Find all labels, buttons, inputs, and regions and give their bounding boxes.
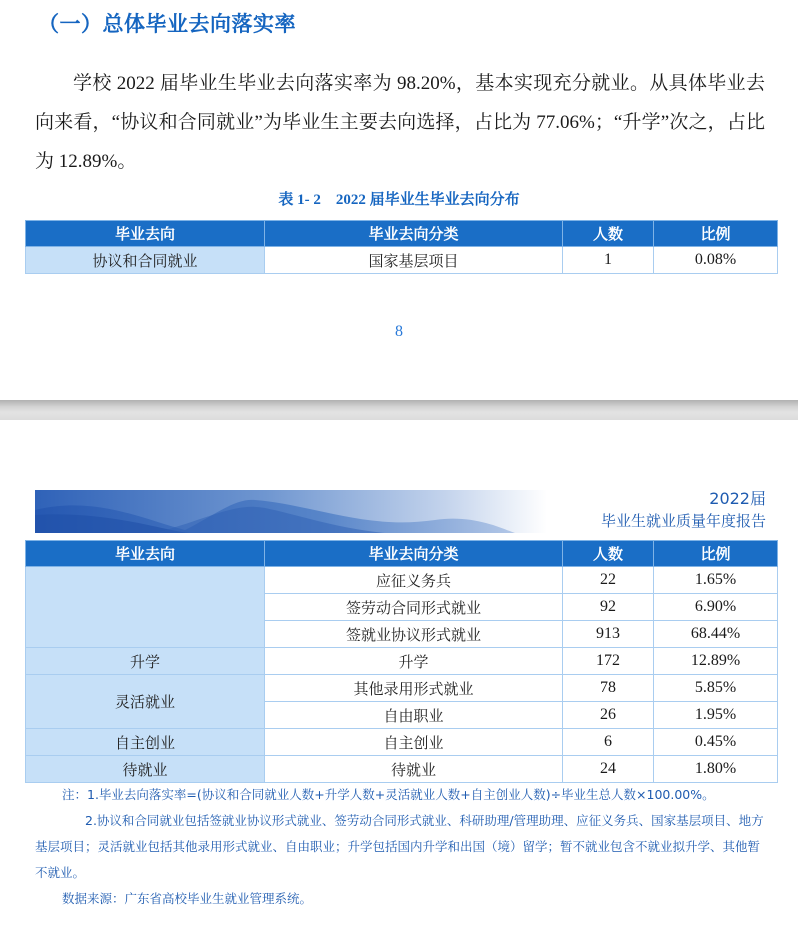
page-number: 8 [395,323,403,340]
category-cell [26,567,265,648]
destination-table-page2 [25,540,778,783]
header-subcategory: 毕业去向分类 [265,541,563,567]
report-banner-title [601,488,766,532]
destination-table-page1 [25,220,778,274]
data-source-note: 数据来源：广东省高校毕业生就业管理系统。 [62,891,313,906]
count-cell: 1 [563,247,654,274]
ratio-cell: 6.90% [654,594,778,621]
header-destination: 毕业去向 [26,541,265,567]
count-cell: 92 [563,594,654,621]
subcategory-cell: 应征义务兵 [265,567,563,594]
header-destination: 毕业去向 [26,221,265,247]
count-cell: 913 [563,621,654,648]
ratio-cell: 12.89% [654,648,778,675]
table-row [26,729,778,756]
table-row [26,756,778,783]
category-cell: 升学 [26,648,265,675]
section-title: （一）总体毕业去向落实率 [38,12,296,36]
ratio-cell: 5.85% [654,675,778,702]
page-separator [0,400,798,420]
count-cell: 24 [563,756,654,783]
banner-wave-graphic [35,490,547,533]
header-count: 人数 [563,221,654,247]
note-1: 注：1.毕业去向落实率=(协议和合同就业人数+升学人数+灵活就业人数+自主创业人数)÷毕业生总人数×100.00%。 [62,787,715,802]
report-year: 2022届 [709,489,766,508]
subcategory-cell: 升学 [265,648,563,675]
header-ratio: 比例 [654,541,778,567]
subcategory-cell: 自主创业 [265,729,563,756]
count-cell: 78 [563,675,654,702]
count-cell: 26 [563,702,654,729]
ratio-cell: 0.08% [654,247,778,274]
subcategory-cell: 签就业协议形式就业 [265,621,563,648]
ratio-cell: 1.65% [654,567,778,594]
count-cell: 22 [563,567,654,594]
table-header-row [26,541,778,567]
summary-paragraph: 学校 2022 届毕业生毕业去向落实率为 98.20%，基本实现充分就业。从具体毕业去向来看，“协议和合同就业”为毕业生主要去向选择，占比为 77.06%；“升学”次之，占比为 12.89%。 [35,73,765,172]
header-count: 人数 [563,541,654,567]
subcategory-cell: 待就业 [265,756,563,783]
count-cell: 172 [563,648,654,675]
table-row [26,247,778,274]
category-cell: 自主创业 [26,729,265,756]
ratio-cell: 1.95% [654,702,778,729]
ratio-cell: 68.44% [654,621,778,648]
subcategory-cell: 签劳动合同形式就业 [265,594,563,621]
table-caption: 表 1- 2 2022 届毕业生毕业去向分布 [278,192,520,208]
note-2: 2.协议和合同就业包括签就业协议形式就业、签劳动合同形式就业、科研助理/管理助理、应征义务兵、国家基层项目、地方基层项目；灵活就业包括其他录用形式就业、自由职业；升学包括国内升学和出国（境）留学；暂不就业包含不就业拟升学、其他暂不就业。 [35,813,764,880]
table-notes [35,782,765,912]
ratio-cell: 0.45% [654,729,778,756]
header-subcategory: 毕业去向分类 [265,221,563,247]
subcategory-cell: 其他录用形式就业 [265,675,563,702]
table-row [26,648,778,675]
header-ratio: 比例 [654,221,778,247]
category-cell: 待就业 [26,756,265,783]
subcategory-cell: 国家基层项目 [265,247,563,274]
category-cell: 协议和合同就业 [26,247,265,274]
ratio-cell: 1.80% [654,756,778,783]
table-row [26,567,778,594]
table-row [26,675,778,702]
report-name: 毕业生就业质量年度报告 [600,512,766,530]
table-header-row [26,221,778,247]
category-cell: 灵活就业 [26,675,265,729]
count-cell: 6 [563,729,654,756]
subcategory-cell: 自由职业 [265,702,563,729]
